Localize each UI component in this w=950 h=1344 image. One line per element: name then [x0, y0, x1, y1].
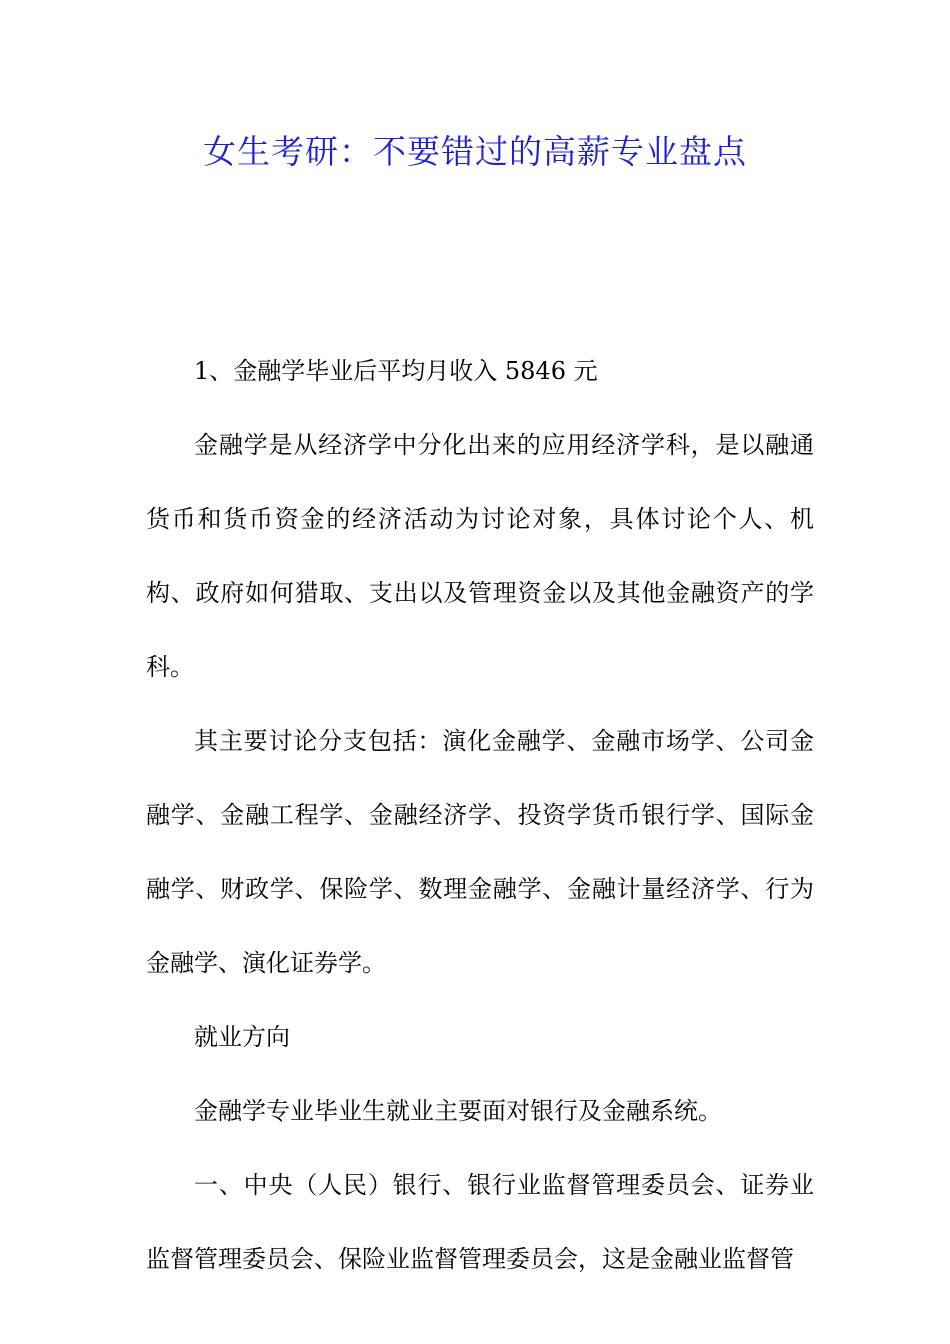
paragraph-finance-definition: 金融学是从经济学中分化出来的应用经济学科，是以融通货币和货币资金的经济活动为讨论对象，具体讨论个人、机构、政府如何猎取、支出以及管理资金以及其他金融资产的学科。	[146, 431, 814, 681]
document-body	[146, 334, 814, 1296]
paragraph-finance-branches: 其主要讨论分支包括：演化金融学、金融市场学、公司金融学、金融工程学、金融经济学、投资学货币银行学、国际金融学、财政学、保险学、数理金融学、金融计量经济学、行为金融学、演化证券学。	[146, 727, 814, 977]
paragraph-employment-heading: 就业方向	[194, 1023, 290, 1051]
document-title: 女生考研：不要错过的高薪专业盘点	[203, 132, 747, 171]
paragraph-employment-intro: 金融学专业毕业生就业主要面对银行及金融系统。	[194, 1097, 722, 1125]
paragraph-heading-finance: 1、金融学毕业后平均月收入 5846 元	[194, 357, 598, 385]
paragraph-employment-item-1: 一、中央（人民）银行、银行业监督管理委员会、证券业监督管理委员会、保险业监督管理委员会，这是金融业监督管	[146, 1171, 814, 1273]
